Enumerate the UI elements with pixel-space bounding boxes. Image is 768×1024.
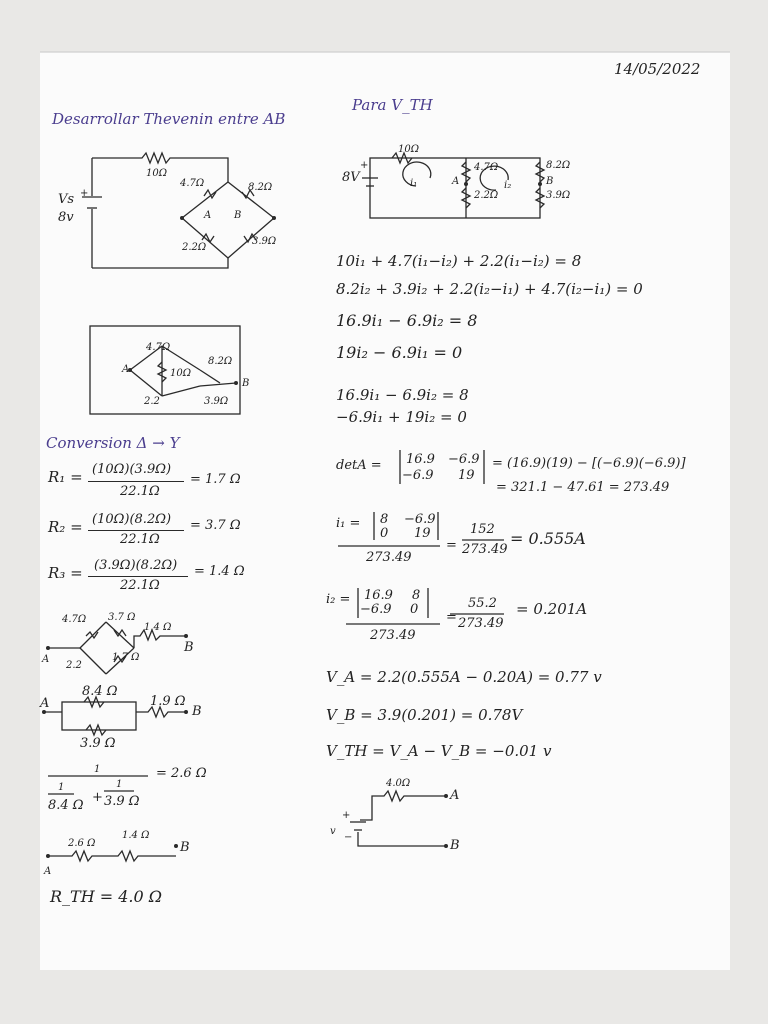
i2-equals: = [446,610,457,625]
mesh-r-top: 10Ω [398,144,420,155]
circuit3-node-a: A [42,654,50,665]
circuit3-r-c: 1.4 Ω [144,622,172,633]
r2-label: R₂ = [48,518,83,536]
det-expand: = (16.9)(19) − [(−6.9)(−6.9)] [492,456,686,471]
conversion-title: Conversion Δ → Y [46,434,180,452]
i2-denominator: 273.49 [370,628,416,643]
i1-m12: −6.9 [404,512,436,527]
circuit3-r-a: 4.7Ω [62,614,87,625]
i1-denominator: 273.49 [366,550,412,565]
det-m21: −6.9 [402,468,434,483]
circuit2-r-mid: 10Ω [170,368,192,379]
circuit2-r-ll: 2.2 [144,396,160,407]
i1-frac-num: 152 [470,522,495,537]
mesh-r-39: 3.9Ω [546,190,571,201]
circuit3-r-e: 1.7 Ω [112,652,140,663]
r3-denominator: 22.1Ω [120,578,160,593]
circuit1-node-b: B [234,210,242,221]
vth-result: V_TH = V_A − V_B = −0.01 v [326,742,552,760]
mesh-r-82: 8.2Ω [546,160,571,171]
circuit1-source-value: 8v [58,210,74,225]
parallel-numerator: 1 [94,764,101,775]
i1-m21: 0 [380,526,389,541]
circuit2-r-ur: 8.2Ω [208,356,233,367]
circuit2-r-lr: 3.9Ω [204,396,229,407]
r2-numerator: (10Ω)(8.2Ω) [92,512,172,527]
r3-label: R₃ = [48,564,83,582]
mesh-r-47: 4.7Ω [474,162,499,173]
r2-fraction-bar [88,530,184,531]
circuit3-r-d: 2.2 [66,660,82,671]
i1-frac-den: 273.49 [462,542,508,557]
rth-result: R_TH = 4.0 Ω [50,887,163,906]
final-v: v [330,826,336,837]
parallel-result: = 2.6 Ω [156,766,207,781]
final-r: 4.0Ω [386,778,411,789]
circuit5-r1: 2.6 Ω [68,838,96,849]
final-minus: − [344,832,353,843]
i2-m22: 0 [410,602,419,617]
parallel-den2-num: 1 [116,779,123,790]
circuit4-r-top: 8.4 Ω [82,684,118,699]
i2-m12: 8 [412,588,421,603]
r1-result: = 1.7 Ω [190,472,241,487]
mesh-node-a: A [452,176,460,187]
equation-5: 16.9i₁ − 6.9i₂ = 8 [336,386,469,404]
det-m22: 19 [458,468,475,483]
circuit2-r-ul: 4.7Ω [146,342,171,353]
circuit1-r-ur: 8.2Ω [248,182,273,193]
equation-1: 10i₁ + 4.7(i₁−i₂) + 2.2(i₁−i₂) = 8 [336,252,582,270]
i1-result: = 0.555A [510,529,586,548]
date: 14/05/2022 [614,60,701,78]
parallel-den1: 8.4 Ω [48,798,84,813]
r1-fraction-bar [88,481,184,482]
circuit4-r-series: 1.9 Ω [150,694,186,709]
circuit3-node-b: B [184,640,194,655]
mesh-r-22: 2.2Ω [474,190,499,201]
thevenin-equivalent [350,791,448,848]
mesh-i2: i₂ [504,180,512,191]
final-plus: + [342,810,351,821]
circuit5-node-a: A [44,866,52,877]
circuit1-plus: + [80,188,89,199]
r2-denominator: 22.1Ω [120,532,160,547]
circuit2-node-b: B [242,378,250,389]
circuit-1-bridge [82,153,276,268]
r1-denominator: 22.1Ω [120,484,160,499]
va-result: V_A = 2.2(0.555A − 0.20A) = 0.77 v [326,668,602,686]
final-node-a: A [450,788,460,803]
circuit4-node-a: A [40,696,50,711]
circuit3-r-b: 3.7 Ω [108,612,136,623]
i2-result: = 0.201A [516,600,588,618]
circuit1-r-ll: 2.2Ω [182,242,207,253]
det-result: = 321.1 − 47.61 = 273.49 [496,480,670,495]
i2-m11: 16.9 [364,588,393,603]
r3-result: = 1.4 Ω [194,564,245,579]
i2-m21: −6.9 [360,602,392,617]
r1-label: R₁ = [48,468,83,486]
circuit4-r-bottom: 3.9 Ω [80,736,116,751]
equation-3: 16.9i₁ − 6.9i₂ = 8 [336,311,478,330]
parallel-den2: 3.9 Ω [104,794,140,809]
circuit-5 [46,844,178,861]
left-title: Desarrollar Thevenin entre AB [52,110,286,128]
circuit4-node-b: B [192,704,202,719]
i1-equals: = [446,538,457,553]
i1-m22: 19 [414,526,431,541]
i1-m11: 8 [380,512,389,527]
mesh-plus: + [360,160,369,171]
circuit1-source-name: Vs [58,192,75,207]
det-m12: −6.9 [448,452,480,467]
vb-result: V_B = 3.9(0.201) = 0.78V [326,706,523,724]
equation-6: −6.9i₁ + 19i₂ = 0 [336,408,467,426]
mesh-i1: i₁ [410,178,418,189]
equation-4: 19i₂ − 6.9i₁ = 0 [336,343,463,362]
mesh-source: 8V [342,170,360,185]
det-label: detA = [336,458,382,473]
final-node-b: B [450,838,460,853]
circuit1-r-lr: 3.9Ω [252,236,277,247]
circuit5-r2: 1.4 Ω [122,830,150,841]
r2-result: = 3.7 Ω [190,518,241,533]
det-m11: 16.9 [406,452,435,467]
r1-numerator: (10Ω)(3.9Ω) [92,462,172,477]
i2-label: i₂ = [326,592,351,607]
parallel-plus: + [92,790,103,805]
circuit1-r-ul: 4.7Ω [180,178,205,189]
r3-numerator: (3.9Ω)(8.2Ω) [94,558,178,573]
equation-2: 8.2i₂ + 3.9i₂ + 2.2(i₂−i₁) + 4.7(i₂−i₁) = 0 [336,280,643,298]
right-title: Para V_TH [352,96,433,114]
i2-frac-num: 55.2 [468,596,497,611]
mesh-node-b: B [546,176,554,187]
parallel-den1-num: 1 [58,782,65,793]
i1-label: i₁ = [336,516,361,531]
circuit2-node-a: A [122,364,130,375]
i2-frac-den: 273.49 [458,616,504,631]
circuit5-node-b: B [180,840,190,855]
circuit1-r-top: 10Ω [146,168,168,179]
r3-fraction-bar [88,576,188,577]
circuit1-node-a: A [204,210,212,221]
